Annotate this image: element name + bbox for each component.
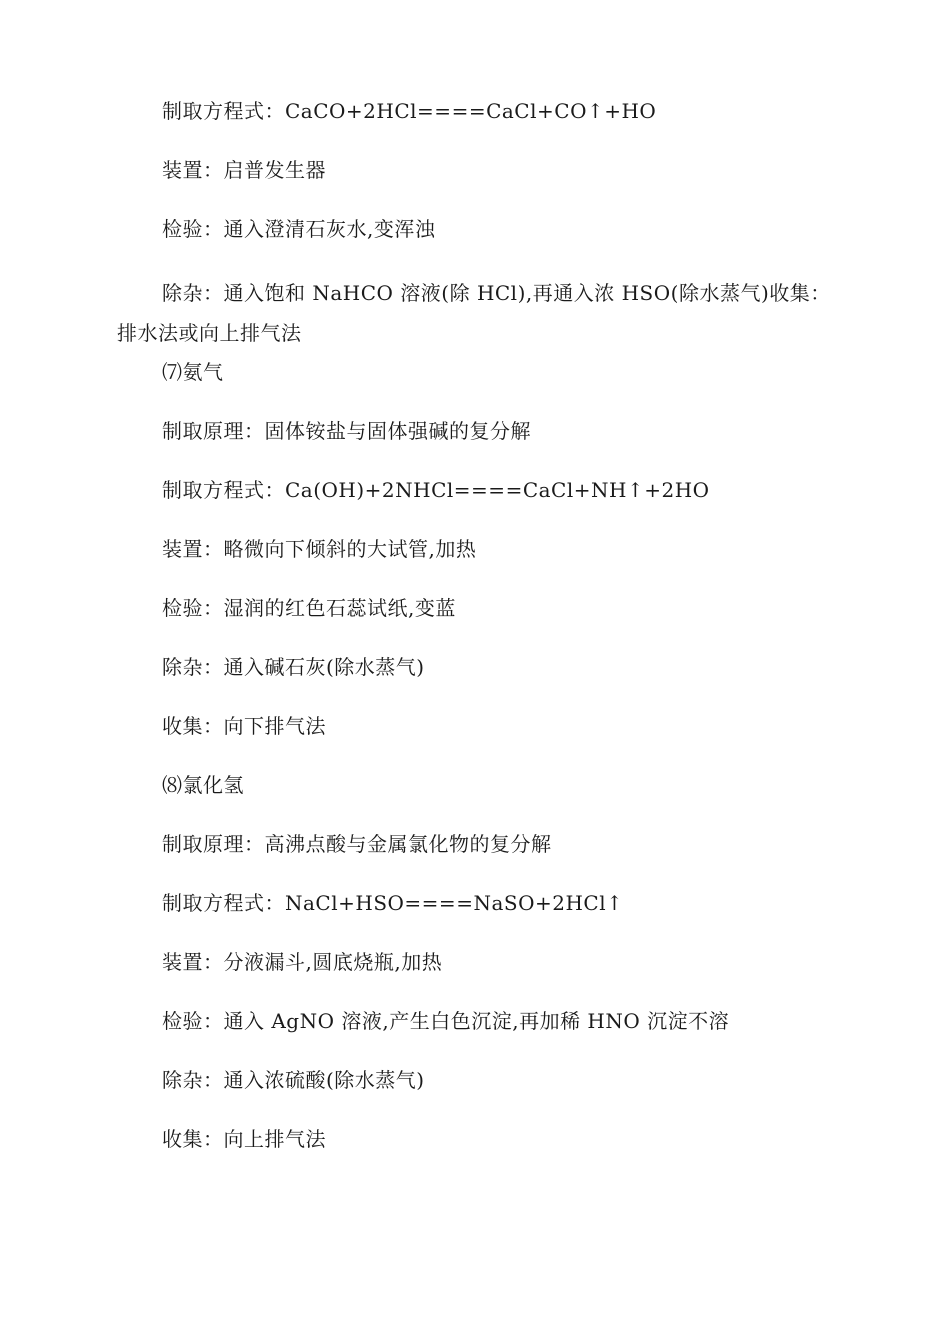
- test-line-ammonia: 检验：湿润的红色石蕊试纸,变蓝: [162, 596, 456, 620]
- apparatus-line-co2: 装置：启普发生器: [162, 158, 326, 182]
- equation-line-ammonia: 制取方程式：Ca(OH)+2NHCl====CaCl+NH↑+2HO: [162, 478, 710, 502]
- collection-line-hcl: 收集：向上排气法: [162, 1127, 326, 1151]
- apparatus-line-ammonia: 装置：略微向下倾斜的大试管,加热: [162, 537, 477, 561]
- equation-line-co2: 制取方程式：CaCO+2HCl====CaCl+CO↑+HO: [162, 99, 657, 123]
- apparatus-line-hcl: 装置：分液漏斗,圆底烧瓶,加热: [162, 950, 443, 974]
- section-heading-ammonia: ⑺氨气: [162, 360, 224, 384]
- document-body: [117, 96, 837, 1183]
- principle-line-ammonia: 制取原理：固体铵盐与固体强碱的复分解: [162, 419, 531, 443]
- equation-line-hcl: 制取方程式：NaCl+HSO====NaSO+2HCl↑: [162, 891, 624, 915]
- collection-line-ammonia: 收集：向下排气法: [162, 714, 326, 738]
- purification-line-co2: 除杂：通入饱和 NaHCO 溶液(除 HCl),再通入浓 HSO(除水蒸气)收集：排水法或向上排气法: [117, 281, 831, 345]
- principle-line-hcl: 制取原理：高沸点酸与金属氯化物的复分解: [162, 832, 552, 856]
- test-line-hcl: 检验：通入 AgNO 溶液,产生白色沉淀,再加稀 HNO 沉淀不溶: [162, 1009, 730, 1033]
- purification-line-hcl: 除杂：通入浓硫酸(除水蒸气): [162, 1068, 425, 1092]
- section-heading-hcl: ⑻氯化氢: [162, 773, 244, 797]
- test-line-co2: 检验：通入澄清石灰水,变浑浊: [162, 217, 436, 241]
- purification-line-ammonia: 除杂：通入碱石灰(除水蒸气): [162, 655, 425, 679]
